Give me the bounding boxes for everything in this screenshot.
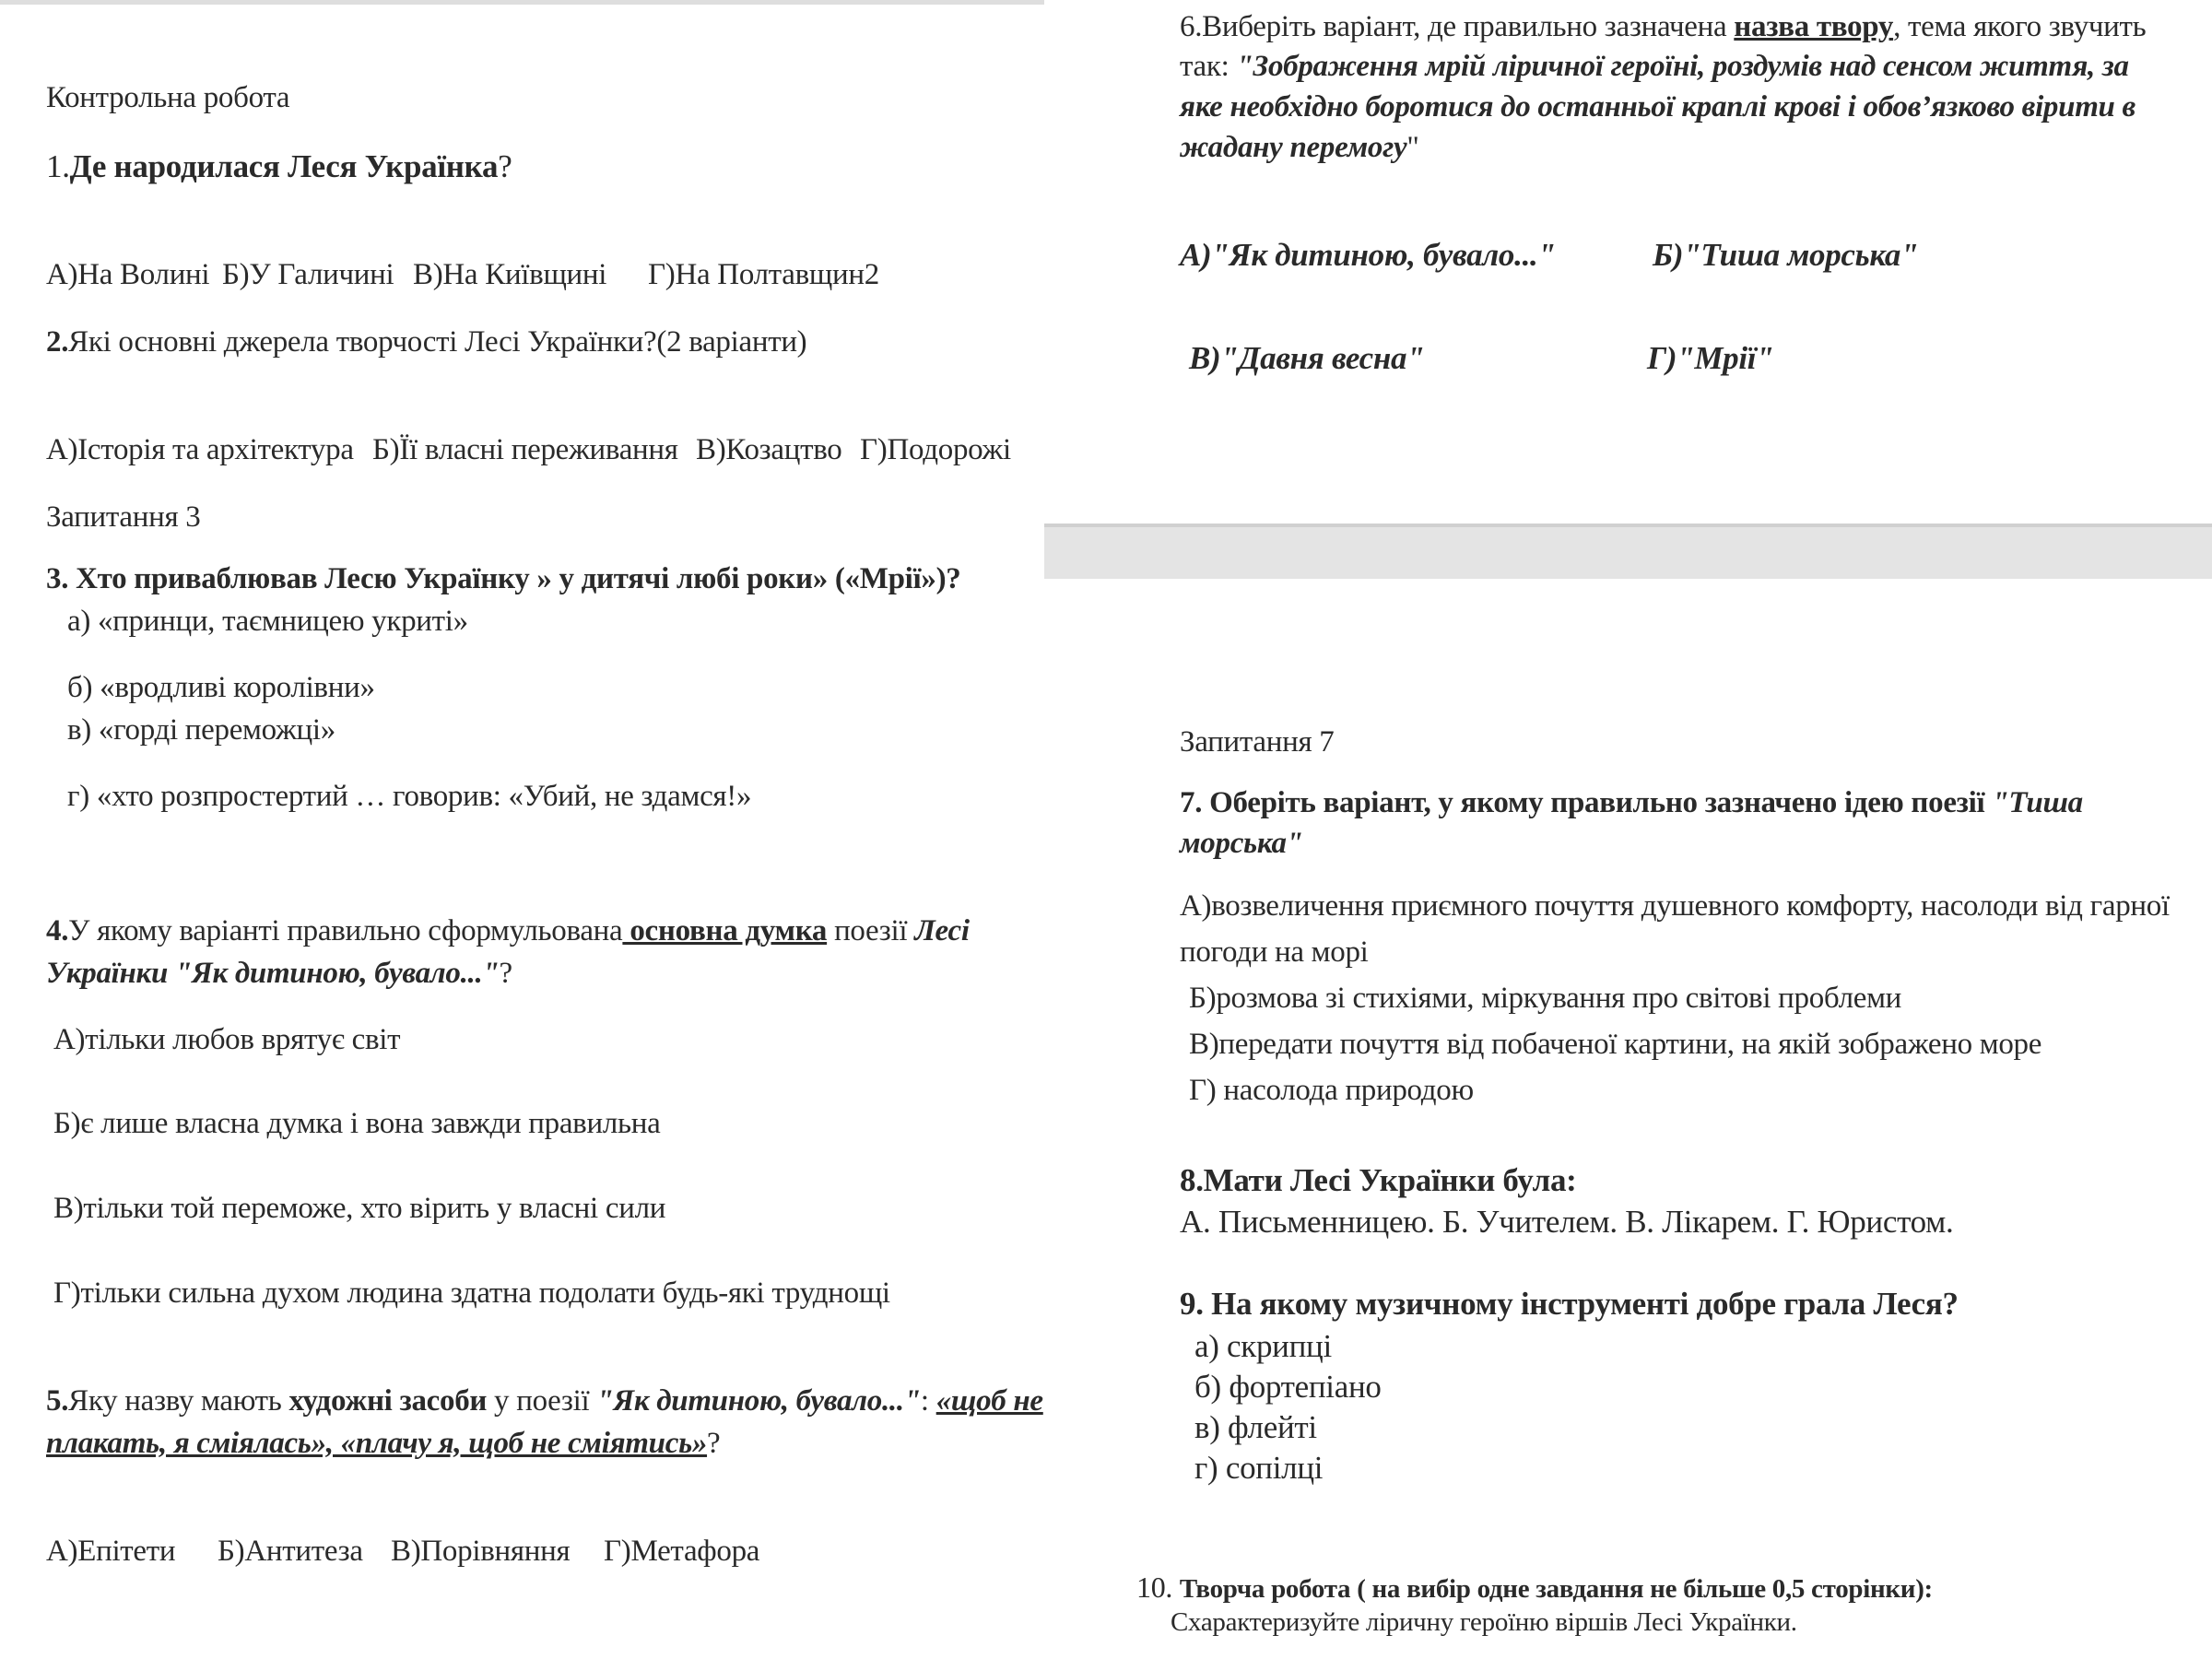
q5-option-c: В)Порівняння bbox=[391, 1535, 571, 1568]
q6-line-2 bbox=[1180, 47, 2129, 87]
q1-option-a: А)На Волині bbox=[46, 258, 210, 291]
q7-option-c: В)передати почуття від побаченої картини, на якій зображено море bbox=[1189, 1028, 2042, 1061]
q3-option-c: в) «горді переможці» bbox=[67, 713, 335, 747]
q6-option-a: А)"Як дитиною, бувало..." bbox=[1180, 237, 1556, 273]
q7-option-d: Г) насолода природою bbox=[1189, 1074, 1474, 1107]
q4-italic-2: Українки "Як дитиною, бувало..." bbox=[46, 957, 500, 990]
q5-quote-2: плакать, я сміялась», «плачу я, щоб не сміятись» bbox=[46, 1427, 708, 1460]
q7-text: 7. Оберіть варіант, у якому правильно зазначено ідею поезії bbox=[1180, 786, 1993, 819]
right-top-page bbox=[1044, 0, 2212, 524]
q4-option-d: Г)тільки сильна духом людина здатна подолати будь-які труднощі bbox=[53, 1277, 890, 1310]
page-separator bbox=[1044, 524, 2212, 579]
question-4-line-2 bbox=[46, 954, 512, 994]
q4-mid: поезії bbox=[827, 914, 915, 947]
q5-mid: у поезії bbox=[487, 1384, 597, 1418]
q4-italic-1: Лесі bbox=[914, 914, 970, 947]
q5-poem: "Як дитиною, бувало..." bbox=[596, 1384, 921, 1418]
q5-bold: художні засоби bbox=[288, 1384, 488, 1418]
q7-option-a: А)возвеличення приємного почуття душевного комфорту, насолоди від гарної bbox=[1180, 889, 2170, 923]
q5-text: Яку назву мають bbox=[68, 1384, 289, 1418]
q5-option-d: Г)Метафора bbox=[604, 1535, 760, 1568]
q9-option-d: г) сопілці bbox=[1194, 1450, 1324, 1486]
q6-option-b: Б)"Тиша морська" bbox=[1653, 237, 1919, 273]
q1-tail: ? bbox=[498, 148, 512, 184]
q4-option-c: В)тільки той переможе, хто вірить у власні сили bbox=[53, 1192, 666, 1225]
q6-line-4-italic: жадану перемогу bbox=[1180, 131, 1407, 164]
q2-text: Які основні джерела творчості Лесі Українки?(2 варіанти) bbox=[68, 325, 807, 359]
q6-bold-underlined: назва твору bbox=[1734, 10, 1894, 43]
q8-options: А. Письменницею. Б. Учителем. В. Лікарем. Г. Юристом. bbox=[1180, 1204, 1954, 1240]
q6-line-4 bbox=[1180, 128, 1419, 168]
q1-number: 1. bbox=[46, 148, 70, 184]
q2-number: 2. bbox=[46, 325, 69, 359]
q1-option-b: Б)У Галичині bbox=[222, 258, 394, 291]
question-5-line-2 bbox=[46, 1424, 720, 1464]
q4-underlined: основна думка bbox=[622, 914, 828, 947]
q10-line-1 bbox=[1136, 1569, 1933, 1607]
q5-option-b: Б)Антитеза bbox=[218, 1535, 363, 1568]
q9-option-b: б) фортепіано bbox=[1194, 1369, 1382, 1405]
q3-option-b: б) «вродливі королівни» bbox=[67, 671, 375, 704]
q6-line-1 bbox=[1180, 7, 2146, 47]
q7-line-2: морська" bbox=[1180, 827, 1303, 860]
q7-option-a-cont: погоди на морі bbox=[1180, 935, 1369, 969]
q10-number: 10. bbox=[1136, 1571, 1180, 1604]
question-4-line-1 bbox=[46, 912, 970, 951]
q6-line-3: яке необхідно боротися до останньої краплі крові і обов’язково вірити в bbox=[1180, 90, 2136, 124]
q4-option-a: А)тільки любов врятує світ bbox=[53, 1023, 401, 1056]
q10-title: Творча робота ( на вибір одне завдання не більше 0,5 сторінки): bbox=[1179, 1574, 1933, 1604]
left-page bbox=[0, 0, 1044, 1659]
q4-tail: ? bbox=[499, 957, 512, 990]
q3-option-d: г) «хто розпростертий … говорив: «Убий, не здамся!» bbox=[67, 780, 752, 813]
q7-line-1 bbox=[1180, 783, 2083, 823]
q1-text: Де народилася Леся Українка bbox=[69, 148, 499, 184]
q2-option-a: А)Історія та архітектура bbox=[46, 433, 354, 466]
q6-text: 6.Виберіть варіант, де правильно зазначена bbox=[1180, 10, 1735, 43]
q6-line-4-tail: " bbox=[1406, 131, 1419, 164]
q5-quote-1: «щоб не bbox=[935, 1384, 1043, 1418]
q3-text: 3. Хто приваблював Лесю Українку » у дитячі любі роки» («Мрії»)? bbox=[46, 562, 961, 595]
q9-title: 9. На якому музичному інструменті добре грала Леся? bbox=[1180, 1286, 1959, 1322]
right-bottom-page bbox=[1044, 579, 2212, 1659]
q2-option-b: Б)Її власні переживання bbox=[372, 433, 678, 466]
q6-option-d: Г)"Мрії" bbox=[1647, 340, 1774, 376]
q4-text: У якому варіанті правильно сформульована bbox=[68, 914, 623, 947]
q6-text-post: , тема якого звучить bbox=[1893, 10, 2147, 43]
q5-tail: ? bbox=[707, 1427, 721, 1460]
q7-option-b: Б)розмова зі стихіями, міркування про світові проблеми bbox=[1189, 982, 1902, 1015]
q5-number: 5. bbox=[46, 1384, 69, 1418]
q3-option-a: а) «принци, таємницею укриті» bbox=[67, 605, 468, 638]
q5-option-a: А)Епітети bbox=[46, 1535, 176, 1568]
q5-colon: : bbox=[920, 1384, 936, 1418]
q1-option-c: В)На Київщині bbox=[413, 258, 607, 291]
q6-option-c: В)"Давня весна" bbox=[1189, 340, 1425, 376]
test-title: Контрольна робота bbox=[46, 81, 290, 114]
q10-text: Схарактеризуйте ліричну героїню віршів Лесі Українки. bbox=[1171, 1607, 1797, 1637]
question-5-line-1 bbox=[46, 1382, 1043, 1421]
question-1 bbox=[46, 146, 512, 188]
q6-line-2-italic: "Зображення мрій ліричної героїні, роздумів над сенсом життя, за bbox=[1236, 50, 2129, 83]
q4-number: 4. bbox=[46, 914, 69, 947]
q7-header: Запитання 7 bbox=[1180, 725, 1335, 759]
q4-option-b: Б)є лише власна думка і вона завжди правильна bbox=[53, 1107, 661, 1140]
question-2 bbox=[46, 323, 806, 362]
q9-option-a: а) скрипці bbox=[1194, 1328, 1332, 1364]
q9-option-c: в) флейті bbox=[1194, 1409, 1317, 1445]
q2-option-d: Г)Подорожі bbox=[860, 433, 1011, 466]
q6-line-2-pre: так: bbox=[1180, 50, 1237, 83]
q7-italic: "Тиша bbox=[1992, 786, 2083, 819]
q2-option-c: В)Козацтво bbox=[696, 433, 842, 466]
q8-title: 8.Мати Лесі Українки була: bbox=[1180, 1162, 1577, 1198]
q1-option-d: Г)На Полтавщин2 bbox=[648, 258, 879, 291]
q3-header: Запитання 3 bbox=[46, 500, 201, 534]
